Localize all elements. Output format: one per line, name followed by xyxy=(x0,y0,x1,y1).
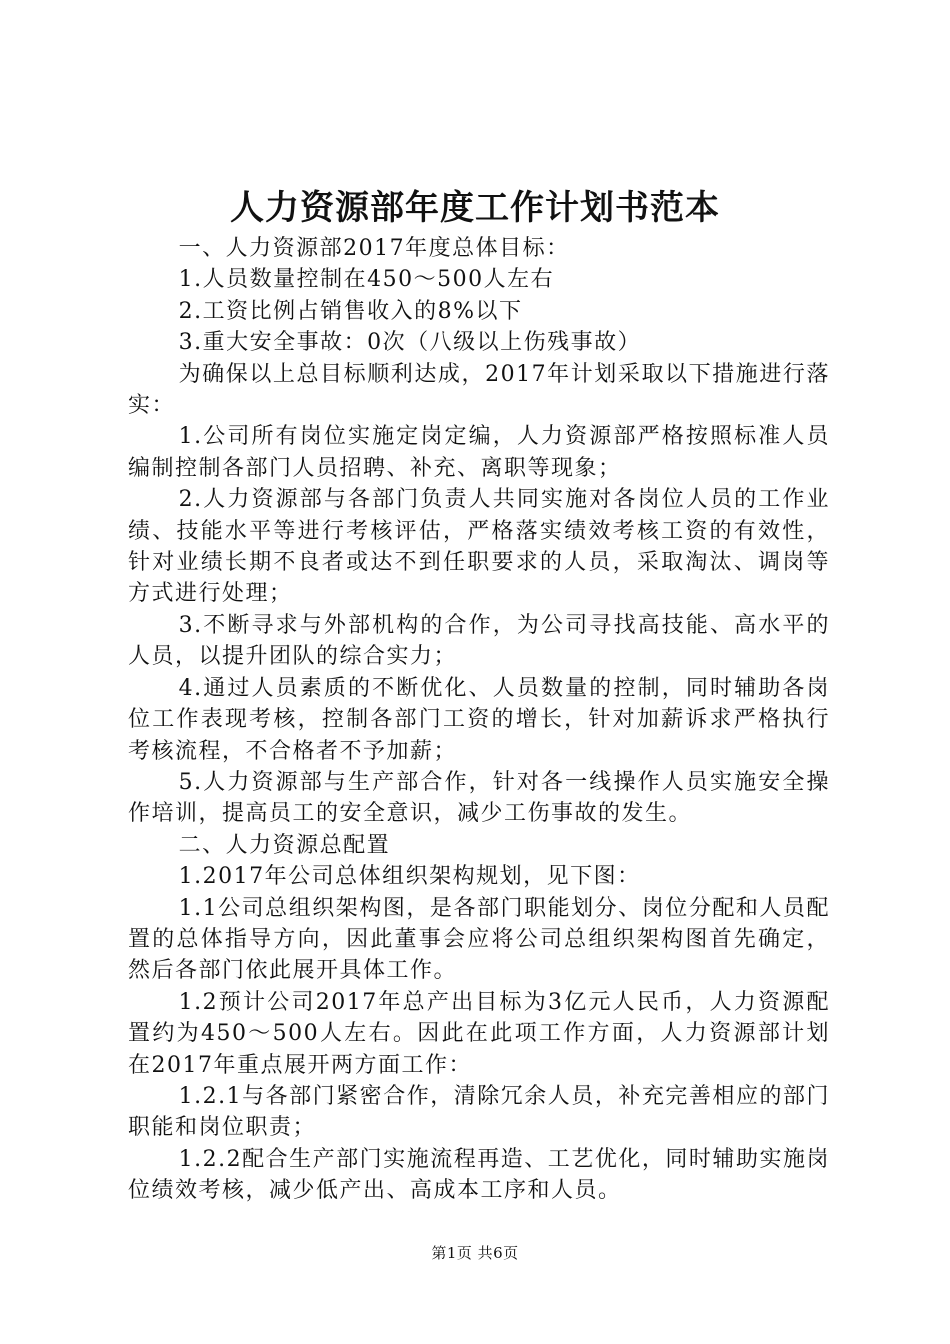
allocation-item-1-2-1: 1.2.1与各部门紧密合作，清除冗余人员，补充完善相应的部门职能和岗位职责； xyxy=(128,1083,830,1141)
document-title: 人力资源部年度工作计划书范本 xyxy=(230,188,720,228)
section-heading-allocation: 二、人力资源总配置 xyxy=(178,832,391,858)
measure-item-2: 2.人力资源部与各部门负责人共同实施对各岗位人员的工作业绩、技能水平等进行考核评估，严格落实绩效考核工资的有效性，针对业绩长期不良者或达不到任职要求的人员，采取淘汰、调岗等方式进行处理； xyxy=(128,487,830,607)
measure-item-5: 5.人力资源部与生产部合作，针对各一线操作人员实施安全操作培训，提高员工的安全意识，减少工伤事故的发生。 xyxy=(128,769,830,827)
goal-item-headcount: 1.人员数量控制在450～500人左右 xyxy=(178,267,555,293)
goal-item-safety: 3.重大安全事故：0次（八级以上伤残事故） xyxy=(178,330,642,356)
measures-intro: 为确保以上总目标顺利达成，2017年计划采取以下措施进行落实： xyxy=(128,361,830,419)
allocation-item-1-2-2: 1.2.2配合生产部门实施流程再造、工艺优化，同时辅助实施岗位绩效考核，减少低产出、高成本工序和人员。 xyxy=(128,1146,830,1204)
page-number-footer: 第1页 共6页 xyxy=(431,1244,519,1262)
allocation-item-1: 1.2017年公司总体组织架构规划，见下图： xyxy=(178,864,641,890)
allocation-item-1-1: 1.1公司总组织架构图，是各部门职能划分、岗位分配和人员配置的总体指导方向，因此董事会应将公司总组织架构图首先确定，然后各部门依此展开具体工作。 xyxy=(128,895,830,984)
section-heading-goals: 一、人力资源部2017年度总体目标： xyxy=(178,236,570,261)
measure-item-1: 1.公司所有岗位实施定岗定编，人力资源部严格按照标准人员编制控制各部门人员招聘、补充、离职等现象； xyxy=(128,424,830,481)
measure-item-4: 4.通过人员素质的不断优化、人员数量的控制，同时辅助各岗位工作表现考核，控制各部门工资的增长，针对加薪诉求严格执行考核流程，不合格者不予加薪； xyxy=(128,675,830,764)
allocation-item-1-2: 1.2预计公司2017年总产出目标为3亿元人民币，人力资源配置约为450～500人左右。因此在此项工作方面，人力资源部计划在2017年重点展开两方面工作： xyxy=(128,989,830,1078)
document-body xyxy=(128,233,830,1207)
measure-item-3: 3.不断寻求与外部机构的合作，为公司寻找高技能、高水平的人员，以提升团队的综合实力； xyxy=(128,612,830,670)
goal-item-salary-ratio: 2.工资比例占销售收入的8%以下 xyxy=(178,298,523,324)
